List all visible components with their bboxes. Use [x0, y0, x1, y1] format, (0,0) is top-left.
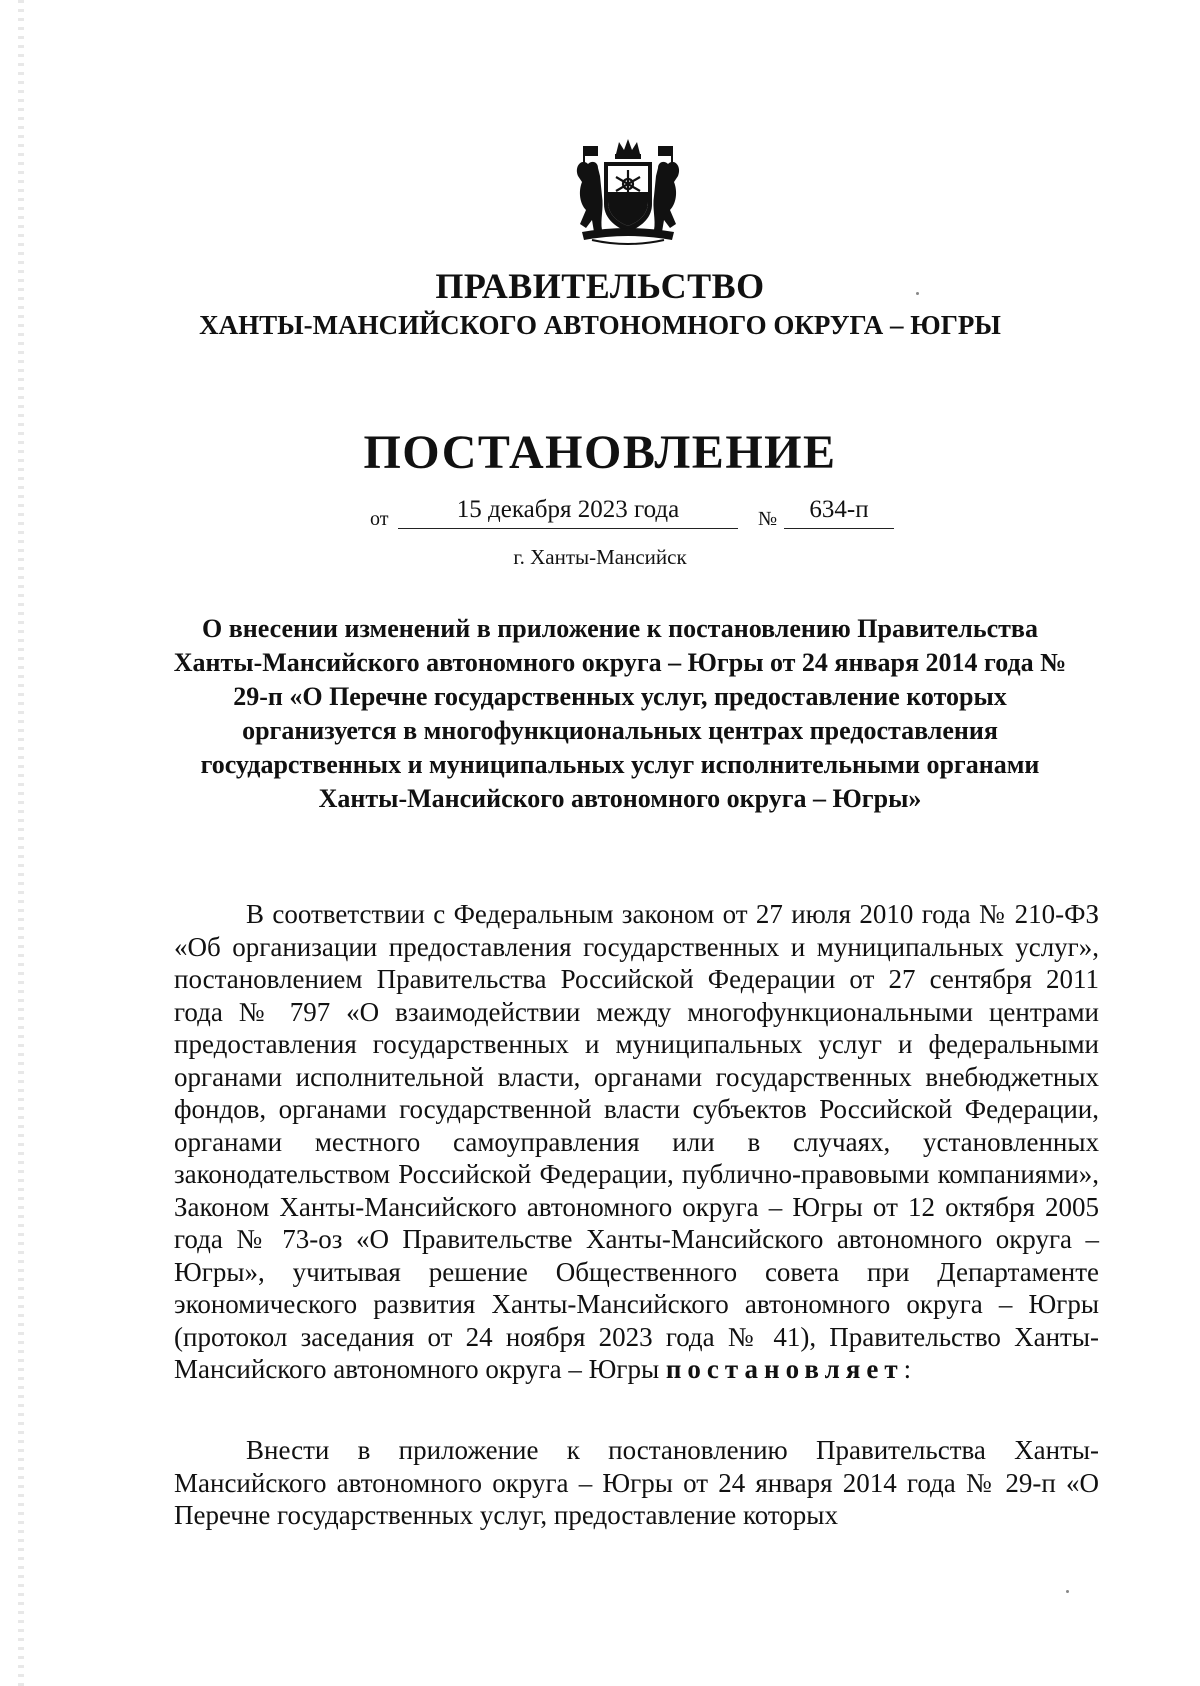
date-number-line: [0, 496, 1200, 536]
document-date: 15 декабря 2023 года: [398, 496, 738, 529]
document-title: О внесении изменений в приложение к постановлению Правительства Ханты-Мансийского автономного округа – Югры от 24 января 2014 года № 29-п «О Перечне государственных услуг, предоставление которых организуется в многофункциональных центрах предоставления государственных и муниципальных услуг исполнительными органами Ханты-Мансийского автономного округа – Югры»: [173, 614, 1067, 813]
decree-word: постановляет: [665, 1354, 904, 1384]
scan-speck: [916, 292, 919, 295]
scan-speck: [1066, 1590, 1069, 1593]
body-paragraph-2: Внести в приложение к постановлению Правительства Ханты-Мансийского автономного округа – Югры от 24 января 2014 года № 29-п «О Перечне государственных услуг, предоставление которых: [174, 1435, 1099, 1530]
scan-edge-artifact: [18, 0, 24, 1686]
paragraph-1-text: В соответствии с Федеральным законом от 27 июля 2010 года № 210-ФЗ «Об организации предоставления государственных и муниципальных услуг», постановлением Правительства Российской Федерации от 27 сентября 2011 года № 797 «О взаимодействии между многофункциональными центрами предоставления государственных и муниципальных услуг и федеральными органами исполнительной власти, органами государственных внебюджетных фондов, органами государственной власти субъектов Российской Федерации, органами местного самоуправления или в случаях, установленных законодательством Российской Федерации, публично-правовыми компаниями», Законом Ханты-Мансийского автономного округа – Югры от 12 октября 2005 года № 73-оз «О Правительстве Ханты-Мансийского автономного округа – Югры», учитывая решение Общественного совета при Департаменте экономического развития Ханты-Мансийского автономного округа – Югры (протокол заседания от 24 ноября 2023 года № 41), Правительство Ханты-Мансийского автономного округа – Югры: [174, 899, 1099, 1384]
document-city: г. Ханты-Мансийск: [513, 545, 687, 569]
date-label: от: [370, 508, 389, 530]
organization-name: ПРАВИТЕЛЬСТВО: [435, 266, 765, 306]
organization-region: ХАНТЫ-МАНСИЙСКОГО АВТОНОМНОГО ОКРУГА – ЮГРЫ: [199, 310, 1001, 340]
number-label: №: [758, 508, 778, 530]
body-paragraph-1: [174, 898, 1099, 1386]
decree-colon: :: [903, 1354, 912, 1384]
document-type: ПОСТАНОВЛЕНИЕ: [363, 426, 837, 479]
coat-of-arms-icon: [572, 136, 684, 248]
document-number: 634-п: [784, 496, 894, 529]
